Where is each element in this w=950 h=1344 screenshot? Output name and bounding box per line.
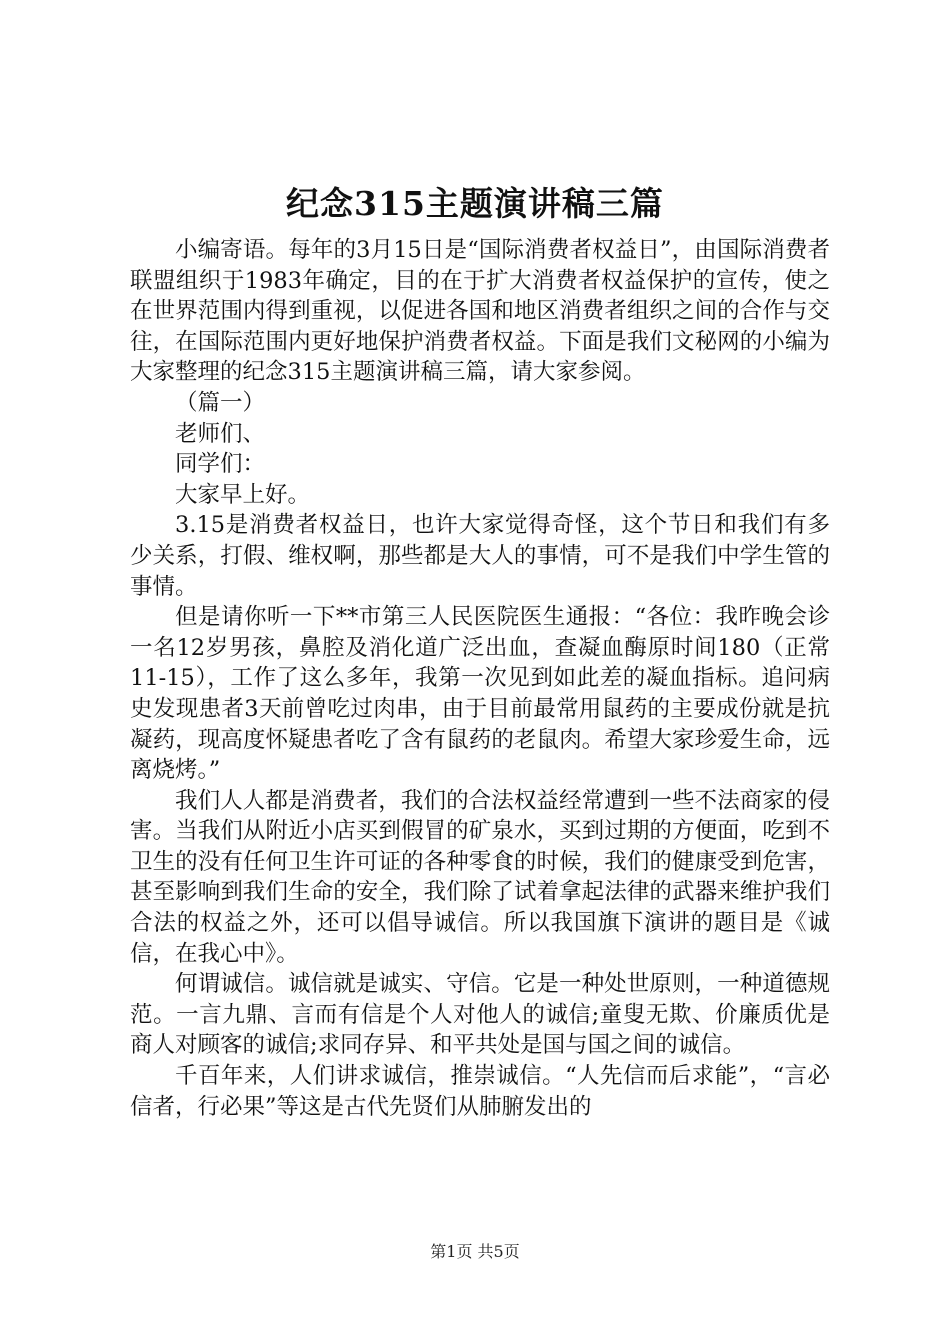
paragraph-intro: 小编寄语。每年的3月15日是“国际消费者权益日”，由国际消费者联盟组织于1983年确定，目的在于扩大消费者权益保护的宣传，使之在世界范围内得到重视，以促进各国和地区消费者组织之间的合作与交往，在国际范围内更好地保护消费者权益。下面是我们文秘网的小编为大家整理的纪念315主题演讲稿三篇，请大家参阅。	[130, 237, 830, 386]
paragraph-body: 何谓诚信。诚信就是诚实、守信。它是一种处世原则，一种道德规范。一言九鼎、言而有信是个人对他人的诚信;童叟无欺、价廉质优是商人对顾客的诚信;求同存异、和平共处是国与国之间的诚信。	[130, 971, 830, 1059]
paragraph-good-morning: 大家早上好。	[175, 481, 311, 508]
paragraph-body: 千百年来，人们讲求诚信，推崇诚信。“人先信而后求能”，“言必信者，行必果”等这是古代先贤们从肺腑发出的	[130, 1063, 830, 1120]
paragraph-section-label: （篇一）	[175, 389, 266, 416]
paragraph-greeting-students: 同学们：	[175, 451, 266, 478]
page-footer: 第1页 共5页	[430, 1242, 520, 1261]
document-body	[130, 235, 830, 1122]
paragraph-greeting-teachers: 老师们、	[175, 420, 266, 447]
paragraph-body: 但是请你听一下**市第三人民医院医生通报：“各位：我昨晚会诊一名12岁男孩，鼻腔及消化道广泛出血，查凝血酶原时间180（正常11-15），工作了这么多年，我第一次见到如此差的凝血指标。追问病史发现患者3天前曾吃过肉串，由于目前最常用鼠药的主要成份就是抗凝药，现高度怀疑患者吃了含有鼠药的老鼠肉。希望大家珍爱生命，远离烧烤。”	[130, 604, 830, 784]
paragraph-body: 我们人人都是消费者，我们的合法权益经常遭到一些不法商家的侵害。当我们从附近小店买到假冒的矿泉水，买到过期的方便面，吃到不卫生的没有任何卫生许可证的各种零食的时候，我们的健康受到危害，甚至影响到我们生命的安全，我们除了试着拿起法律的武器来维护我们合法的权益之外，还可以倡导诚信。所以我国旗下演讲的题目是《诚信，在我心中》。	[130, 787, 830, 967]
document-title: 纪念315主题演讲稿三篇	[286, 184, 664, 223]
paragraph-body: 3.15是消费者权益日，也许大家觉得奇怪，这个节日和我们有多少关系，打假、维权啊，那些都是大人的事情，可不是我们中学生管的事情。	[130, 512, 830, 600]
